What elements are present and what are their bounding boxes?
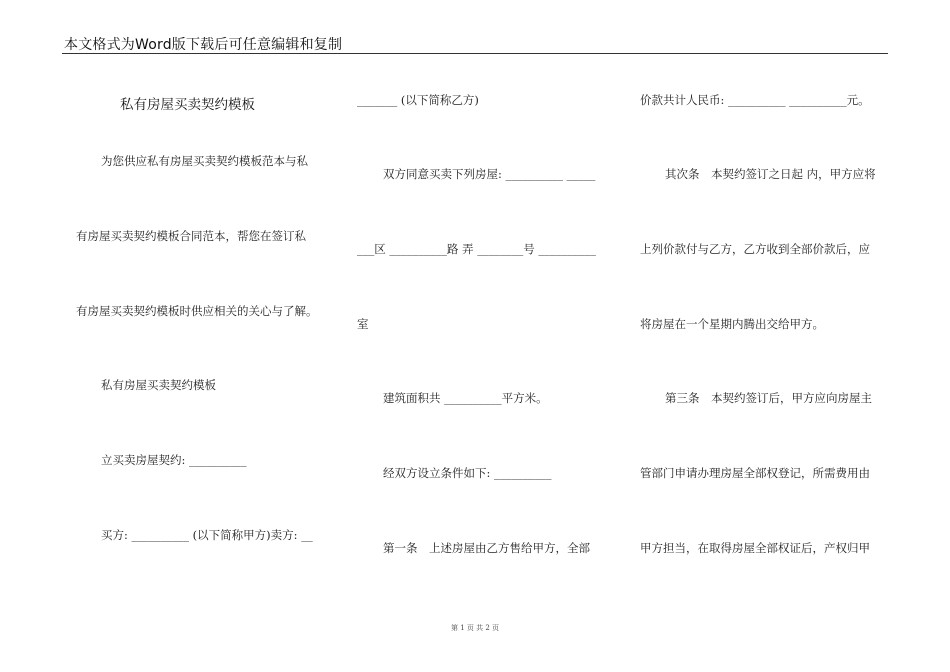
paragraph-line: 第三条 本契约签订后，甲方应向房屋主: [665, 391, 872, 405]
paragraph-line: 建筑面积共 __________平方米。: [383, 391, 548, 405]
paragraph-line: 室: [357, 317, 369, 331]
paragraph-line: 将房屋在一个星期内腾出交给甲方。: [640, 317, 824, 331]
document-title: 私有房屋买卖契约模板: [120, 97, 255, 113]
header-divider: [62, 53, 888, 54]
paragraph-line: 私有房屋买卖契约模板: [101, 378, 216, 392]
paragraph-line: 有房屋买卖契约模板时供应相关的关心与了解。: [76, 304, 318, 318]
paragraph-line: 双方同意买卖下列房屋: __________ _____: [383, 167, 596, 181]
paragraph-line: 管部门申请办理房屋全部权登记，所需费用由: [640, 466, 870, 480]
paragraph-line: 甲方担当，在取得房屋全部权证后，产权归甲: [640, 541, 870, 555]
paragraph-line: 买方: __________ (以下简称甲方)卖方: __: [101, 528, 313, 542]
paragraph-line: 其次条 本契约签订之日起 内，甲方应将: [665, 167, 876, 181]
paragraph-line: 上列价款付与乙方，乙方收到全部价款后，应: [640, 242, 870, 256]
paragraph-line: 第一条 上述房屋由乙方售给甲方，全部: [383, 541, 590, 555]
page-footer: 第 1 页 共 2 页: [450, 624, 500, 632]
paragraph-line: _______ (以下简称乙方): [357, 93, 479, 107]
page-header: 本文格式为Word版下载后可任意编辑和复制: [64, 37, 343, 53]
paragraph-line: 价款共计人民币: __________ __________元。: [640, 93, 870, 107]
paragraph-line: 经双方设立条件如下: __________: [383, 466, 552, 480]
paragraph-line: 有房屋买卖契约模板合同范本，帮您在签订私: [76, 229, 306, 243]
paragraph-line: ___区 __________路 弄 ________号 __________: [357, 242, 596, 256]
paragraph-line: 立买卖房屋契约: __________: [101, 453, 247, 467]
paragraph-line: 为您供应私有房屋买卖契约模板范本与私: [101, 154, 308, 168]
